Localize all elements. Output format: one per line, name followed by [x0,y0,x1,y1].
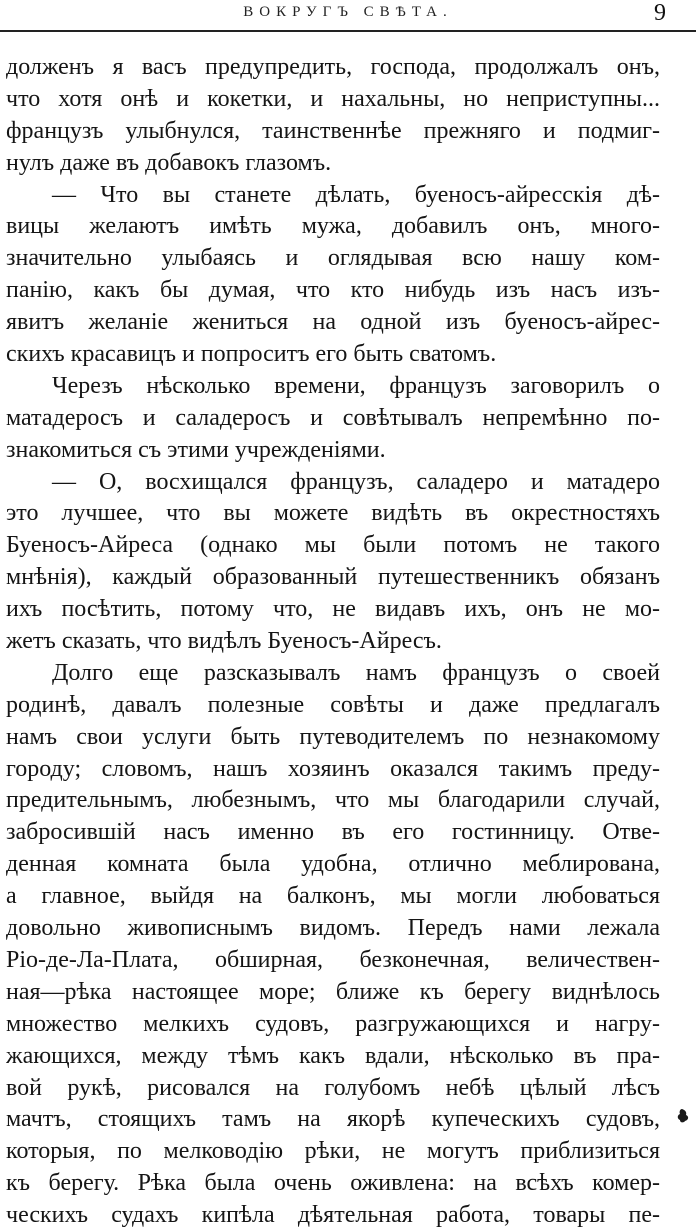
text-line: — Что вы станете дѣлать, буеносъ-айресскія дѣ- [52,181,660,208]
text-line: вицы желаютъ имѣть мужа, добавилъ онъ, много- [6,213,660,240]
text-line: родинѣ, давалъ полезные совѣты и даже предлагалъ [6,691,660,718]
text-line: которыя, по мелководію рѣки, не могутъ приблизиться [6,1138,660,1165]
text-line: множество мелкихъ судовъ, разгружающихся и нагру- [6,1010,660,1037]
text-line: а главное, выйдя на балконъ, мы могли любоваться [6,883,660,910]
text-line: знакомиться съ этими учрежденіями. [6,436,386,463]
text-line: городу; словомъ, нашъ хозяинъ оказался такимъ преду- [6,755,660,782]
text-line: скихъ красавицъ и попроситъ его быть сватомъ. [6,341,497,368]
text-line: ихъ посѣтить, потому что, не видавъ ихъ, онъ не мо- [6,596,660,623]
text-line: это лучшее, что вы можете видѣть въ окрестностяхъ [6,500,660,527]
text-line: значительно улыбаясь и оглядывая всю нашу ком- [6,245,660,272]
text-line: долженъ я васъ предупредить, господа, продолжалъ онъ, [6,54,660,80]
text-line: нулъ даже въ добавокъ глазомъ. [6,149,332,176]
text-line: мачтъ, стоящихъ тамъ на якорѣ купеческихъ судовъ, [6,1106,660,1133]
text-line: жетъ сказать, что видѣлъ Буеносъ-Айресъ. [6,628,442,655]
text-line: денная комната была удобна, отлично меблирована, [6,851,660,878]
text-line: вой рукѣ, рисовался на голубомъ небѣ цѣлый лѣсъ [6,1074,660,1101]
text-body [6,52,660,1232]
text-line: французъ улыбнулся, таинственнѣе прежняго и подмиг- [6,117,660,144]
text-line: мнѣнія), каждый образованный путешественникъ обязанъ [6,564,660,591]
ink-blot-mark [676,1108,690,1124]
text-line: ческихъ судахъ кипѣла дѣятельная работа, товары пе- [6,1202,660,1229]
page-number: 9 [654,0,666,26]
text-line: явитъ желаніе жениться на одной изъ буеносъ-айрес- [6,309,660,336]
text-line: предительнымъ, любезнымъ, что мы благодарили случай, [6,787,660,814]
text-line: Черезъ нѣсколько времени, французъ заговорилъ о [52,372,660,399]
header-rule [0,30,696,32]
text-line: — О, восхищался французъ, саладеро и матадеро [52,468,660,495]
text-line: матадеросъ и саладеросъ и совѣтывалъ непремѣнно по- [6,404,660,431]
running-title: ВОКРУГЪ СВѢТА. [243,4,453,20]
text-line: ная—рѣка настоящее море; ближе къ берегу виднѣлось [6,978,660,1005]
text-line: Долго еще разсказывалъ намъ французъ о своей [52,659,660,686]
text-line: къ берегу. Рѣка была очень оживлена: на всѣхъ комер- [6,1170,660,1197]
text-line: забросившій насъ именно въ его гостинницу. Отве- [6,819,660,846]
text-line: намъ свои услуги быть путеводителемъ по незнакомому [6,723,660,750]
text-line: что хотя онѣ и кокетки, и нахальны, но неприступны... [6,85,660,112]
text-line: Буеносъ-Айреса (однако мы были потомъ не такого [6,532,660,559]
text-line: жающихся, между тѣмъ какъ вдали, нѣсколько въ пра- [6,1042,660,1069]
text-line: Ріо-де-Ла-Плата, обширная, безконечная, величествен- [6,946,660,973]
running-head [0,0,696,30]
text-line: панію, какъ бы думая, что кто нибудь изъ насъ изъ- [6,277,660,304]
text-line: довольно живописнымъ видомъ. Передъ нами лежала [6,915,660,942]
